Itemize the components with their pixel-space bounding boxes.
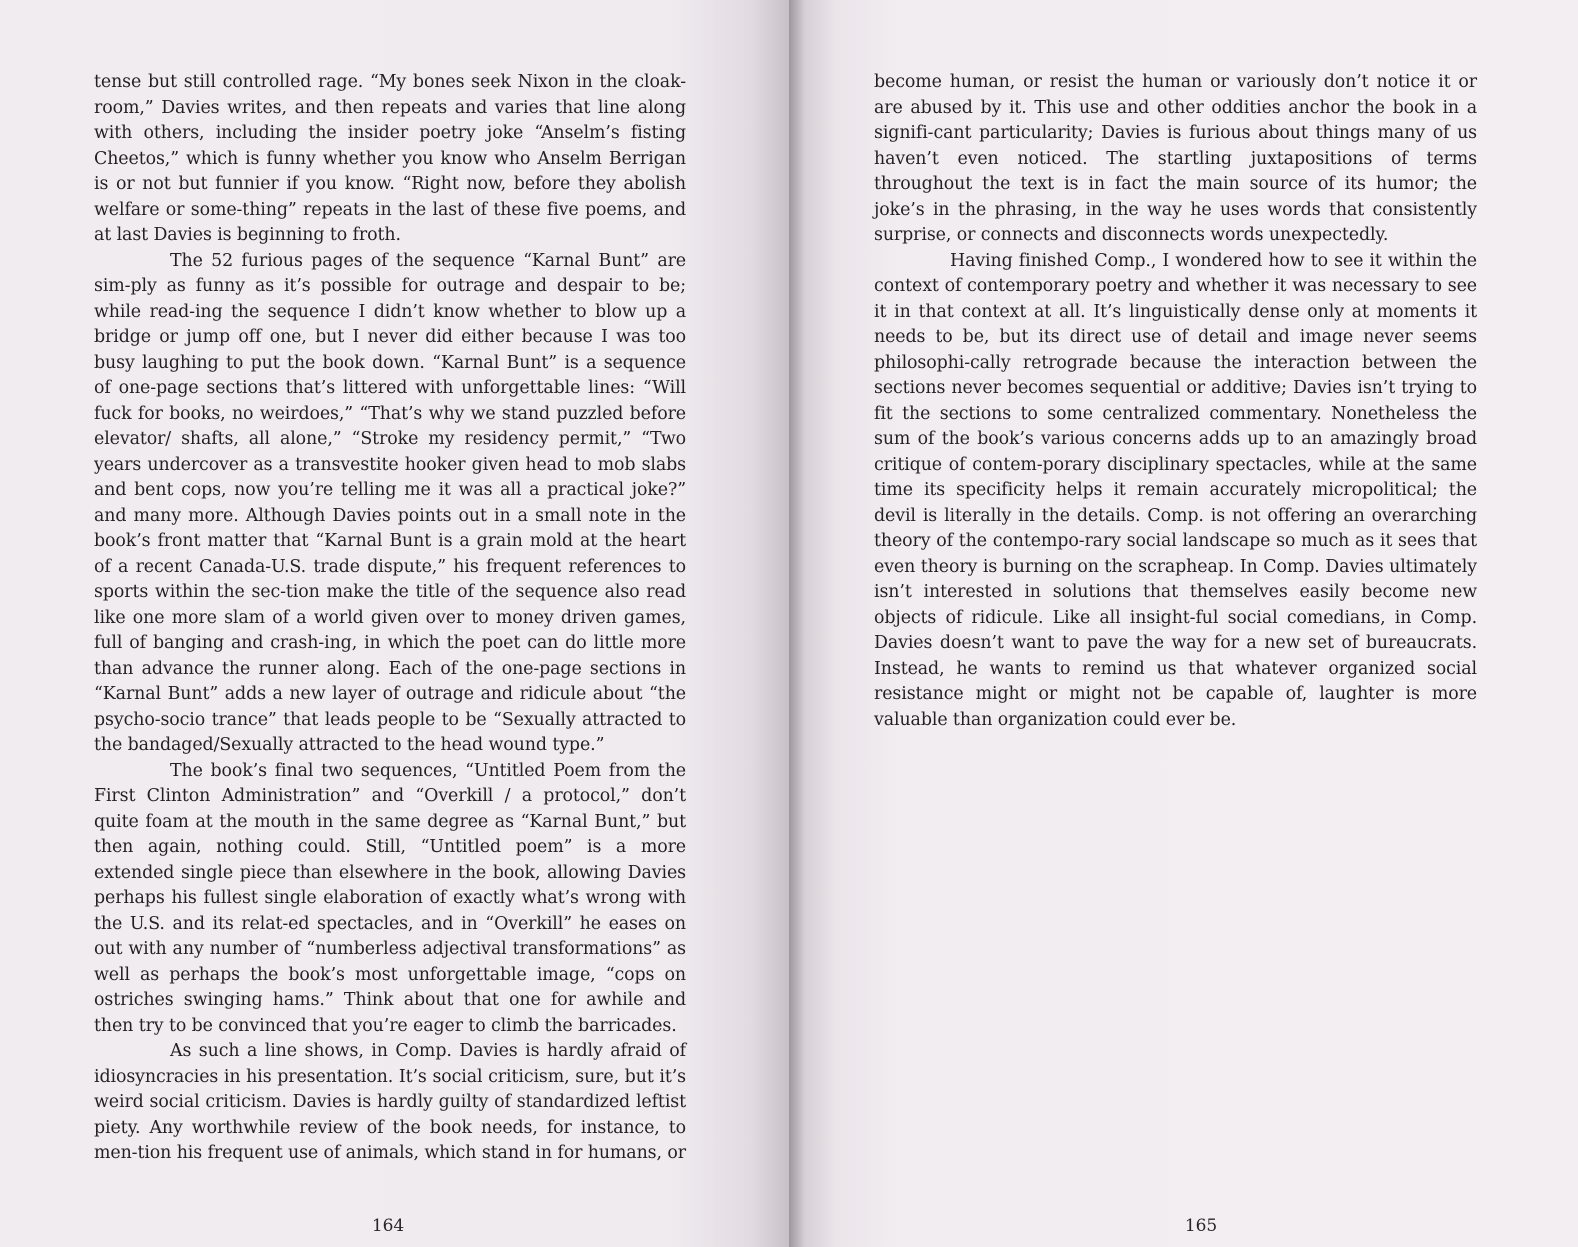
paragraph: tense but still controlled rage. “My bones seek Nixon in the cloak-room,” Davies writes, and then repeats and varies that line along with others, including the insider poetry joke “Anselm’s fisting Cheetos,” which is funny whether you know who Anselm Berrigan is or not but funnier if you know. “Right now, before they abolish welfare or some-thing” repeats in the last of these five poems, and at last Davies is beginning to froth. <box>94 72 686 245</box>
page-number: 165 <box>1184 1216 1218 1236</box>
right-page <box>789 0 1578 1247</box>
paragraph: The book’s final two sequences, “Untitled Poem from the First Clinton Administration” and “Overkill / a protocol,” don’t quite foam at the mouth in the same degree as “Karnal Bunt,” but then again, nothing could. Still, “Untitled poem” is a more extended single piece than elsewhere in the book, allowing Davies perhaps his fullest single elaboration of exactly what’s wrong with the U.S. and its relat-ed spectacles, and in “Overkill” he eases on out with any number of “numberless adjectival transformations” as well as perhaps the book’s most unforgettable image, “cops on ostriches swinging hams.” Think about that one for awhile and then try to be convinced that you’re eager to climb the barricades. <box>94 760 686 1036</box>
right-page-text <box>874 70 1477 733</box>
left-page-text <box>94 70 686 1167</box>
paragraph: The 52 furious pages of the sequence “Karnal Bunt” are sim-ply as funny as it’s possible for outrage and despair to be; while read-ing the sequence I didn’t know whether to blow up a bridge or jump off one, but I never did either because I was too busy laughing to put the book down. “Karnal Bunt” is a sequence of one-page sections that’s littered with unforgettable lines: “Will fuck for books, no weirdoes,” “That’s why we stand puzzled before elevator/ shafts, all alone,” “Stroke my residency permit,” “Two years undercover as a transvestite hooker given head to mob slabs and bent cops, now you’re telling me it was all a practical joke?” and many more. Although Davies points out in a small note in the book’s front matter that “Karnal Bunt is a grain mold at the heart of a recent Canada-U.S. trade dispute,” his frequent references to sports within the sec-tion make the title of the sequence also read like one more slam of a world given over to money driven games, full of banging and crash-ing, in which the poet can do little more than advance the runner along. Each of the one-page sections in “Karnal Bunt” adds a new layer of outrage and ridicule about “the psycho-socio trance” that leads people to be “Sexually attracted to the bandaged/Sexually attracted to the head wound type.” <box>94 250 686 755</box>
paragraph: As such a line shows, in Comp. Davies is hardly afraid of idiosyncracies in his presentation. It’s social criticism, sure, but it’s weird social criticism. Davies is hardly guilty of standardized leftist piety. Any worthwhile review of the book needs, for instance, to men-tion his frequent use of animals, which stand in for humans, or <box>94 1041 686 1163</box>
paragraph: Having finished Comp., I wondered how to see it within the context of contemporary poetry and whether it was necessary to see it in that context at all. It’s linguistically dense only at moments it needs to be, but its direct use of detail and image never seems philosophi-cally retrograde because the interaction between the sections never becomes sequential or additive; Davies isn’t trying to fit the sections to some centralized commentary. Nonetheless the sum of the book’s various concerns adds up to an amazingly broad critique of contem-porary disciplinary spectacles, while at the same time its specificity helps it remain accurately micropolitical; the devil is literally in the details. Comp. is not offering an overarching theory of the contempo-rary social landscape so much as it sees that even theory is burning on the scrapheap. In Comp. Davies ultimately isn’t interested in solutions that themselves easily become new objects of ridicule. Like all insight-ful social comedians, in Comp. Davies doesn’t want to pave the way for a new set of bureaucrats. Instead, he wants to remind us that whatever organized social resistance might or might not be capable of, laughter is more valuable than organization could ever be. <box>874 250 1477 730</box>
page-number: 164 <box>371 1216 405 1236</box>
paragraph: become human, or resist the human or variously don’t notice it or are abused by it. This use and other oddities anchor the book in a signifi-cant particularity; Davies is furious about things many of us haven’t even noticed. The startling juxtapositions of terms throughout the text is in fact the main source of its humor; the joke’s in the phrasing, in the way he uses words that consistently surprise, or connects and disconnects words unexpectedly. <box>874 72 1477 245</box>
